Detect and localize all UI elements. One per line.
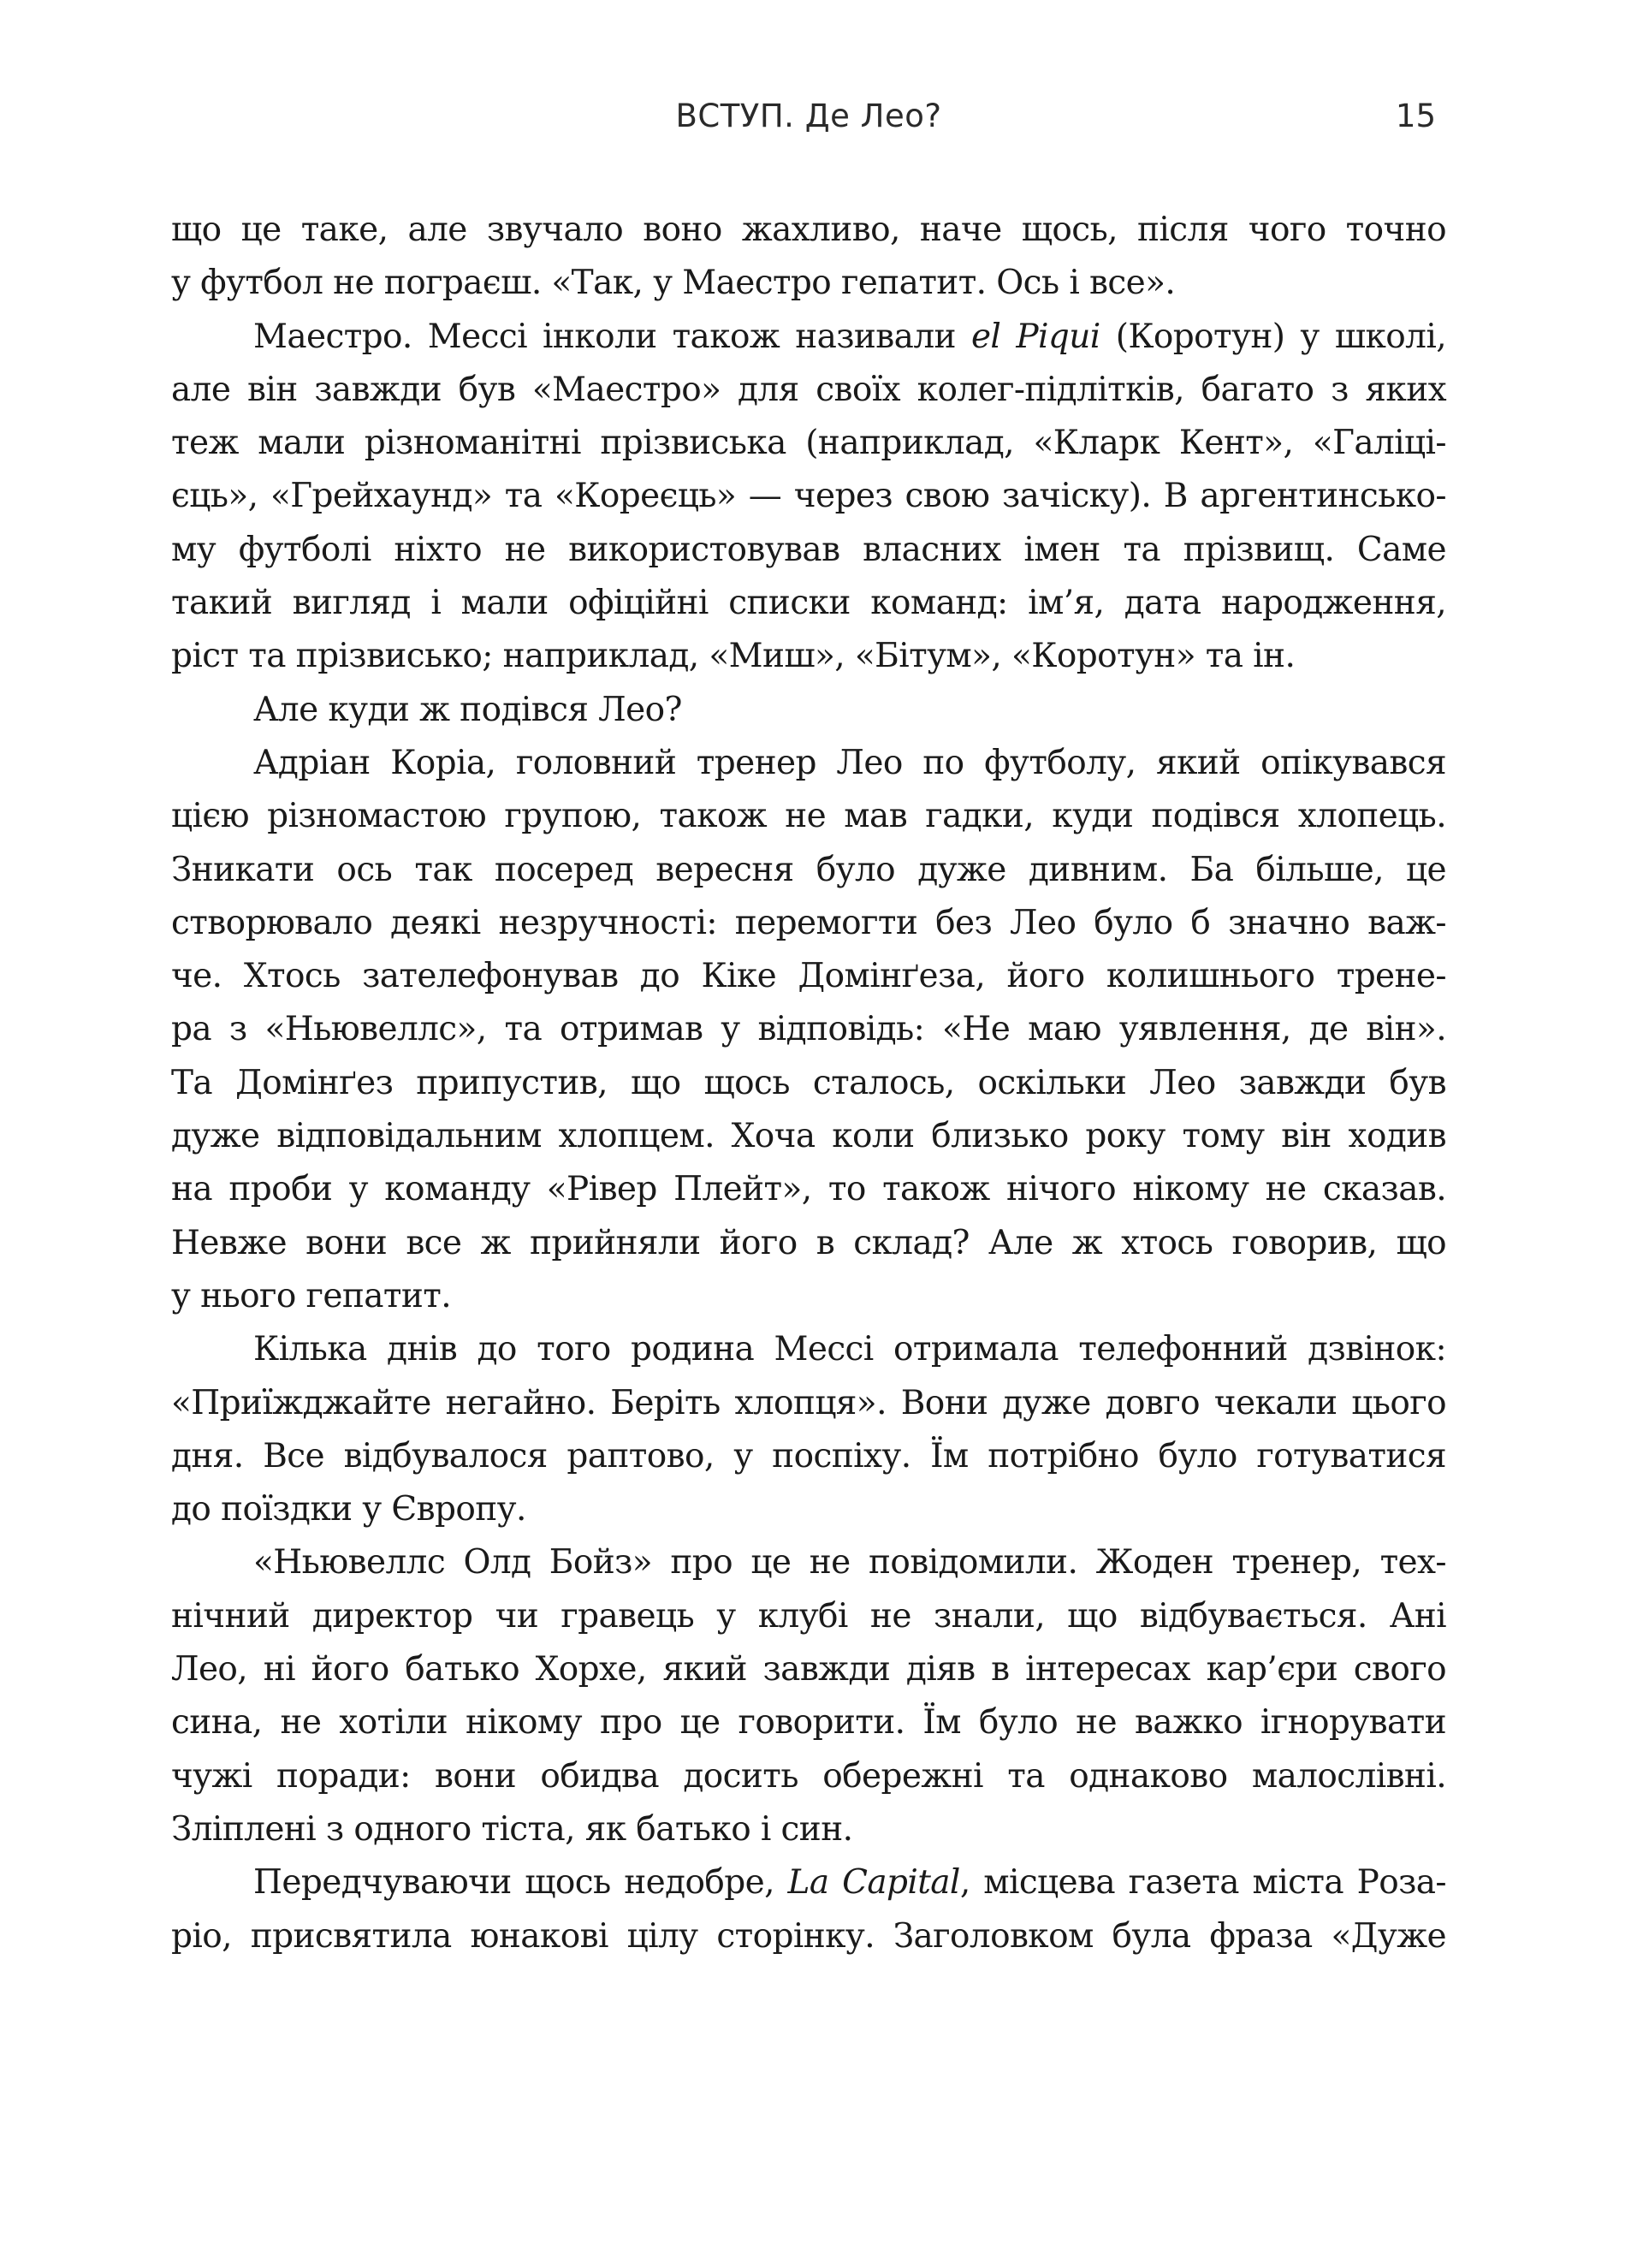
text-line: дуже відповідальним хлопцем. Хоча коли близько року тому він ходив <box>171 1117 1446 1156</box>
text-line: нічний директор чи гравець у клубі не знали, що відбувається. Ані <box>171 1596 1446 1636</box>
text-run: (Коротун) у школі, <box>1100 317 1446 356</box>
text-line: Лео, ні його батько Хорхе, який завжди діяв в інтересах кар’єри свого <box>171 1650 1446 1689</box>
text-line: ра з «Ньювеллс», та отримав у відповідь: «Не маю уявлення, де він». <box>171 1010 1446 1049</box>
text-line: Адріан Коріа, головний тренер Лео по футболу, який опікувався <box>253 743 1446 782</box>
italic-term-el-piqui: el Piqui <box>970 317 1100 356</box>
text-line: єць», «Грейхаунд» та «Кореєць» — через свою зачіску). В аргентинсько- <box>171 477 1446 516</box>
text-line: чужі поради: вони обидва досить обережні та однаково малослівні. <box>171 1756 1446 1796</box>
text-line: до поїздки у Європу. <box>171 1490 526 1529</box>
text-line: що це таке, але звучало воно жахливо, наче щось, після чого точно <box>171 211 1446 249</box>
text-line: му футболі ніхто не використовував власних імен та прізвищ. Саме <box>171 530 1446 569</box>
text-line: сина, не хотіли нікому про це говорити. Їм було не важко ігнорувати <box>171 1703 1446 1743</box>
text-line: але він завжди був «Маестро» для своїх колег-підлітків, багато з яких <box>171 370 1446 409</box>
text-line: Зникати ось так посеред вересня було дуже дивним. Ба більше, це <box>171 850 1446 889</box>
running-title: ВСТУП. Де Лео? <box>675 98 942 134</box>
text-line: теж мали різноманітні прізвиська (наприклад, «Кларк Кент», «Галіці- <box>171 424 1446 463</box>
text-line: «Приїжджайте негайно. Беріть хлопця». Вони дуже довго чекали цього <box>171 1383 1446 1422</box>
text-line: створювало деякі незручності: перемогти без Лео було б значно важ- <box>171 903 1446 942</box>
text-line: «Ньювеллс Олд Бойз» про це не повідомили. Жоден тренер, тех- <box>253 1543 1446 1582</box>
page-number: 15 <box>1395 98 1436 134</box>
text-line: ріст та прізвисько; наприклад, «Миш», «Бітум», «Коротун» та ін. <box>171 637 1296 676</box>
text-line: дня. Все відбувалося раптово, у поспіху. Їм потрібно було готуватися <box>171 1436 1446 1475</box>
italic-term-la-capital: La Capital <box>787 1863 960 1903</box>
text-line: цією різномастою групою, також не мав гадки, куди подівся хлопець. <box>171 797 1446 836</box>
text-run: Передчуваючи щось недобре, <box>253 1863 788 1903</box>
text-line: у нього гепатит. <box>171 1276 452 1315</box>
text-line <box>171 311 1446 364</box>
text-line: на проби у команду «Рівер Плейт», то також нічого нікому не сказав. <box>171 1170 1446 1209</box>
text-line: Кілька днів до того родина Мессі отримала телефонний дзвінок: <box>253 1330 1446 1369</box>
text-line <box>171 1856 1446 1909</box>
text-line: ріо, присвятила юнакові цілу сторінку. Заголовком була фраза «Дуже <box>171 1916 1446 1956</box>
body-text <box>171 204 1446 1963</box>
text-line: че. Хтось зателефонував до Кіке Домінґеза, його колишнього трене- <box>171 957 1446 996</box>
text-run: Маестро. Мессі інколи також називали <box>253 317 971 356</box>
text-line: Та Домінґез припустив, що щось сталось, оскільки Лео завжди був <box>171 1063 1446 1102</box>
text-line: Зліплені з одного тіста, як батько і син. <box>171 1809 853 1849</box>
text-line: Але куди ж подівся Лео? <box>253 690 682 729</box>
text-line: такий вигляд і мали офіційні списки команд: ім’я, дата народження, <box>171 584 1446 623</box>
text-line: у футбол не пограєш. «Так, у Маестро гепатит. Ось і все». <box>171 264 1176 303</box>
text-run: , місцева газета міста Роза- <box>959 1863 1446 1903</box>
page-header <box>171 92 1446 144</box>
text-line: Невже вони все ж прийняли його в склад? Але ж хтось говорив, що <box>171 1223 1446 1262</box>
